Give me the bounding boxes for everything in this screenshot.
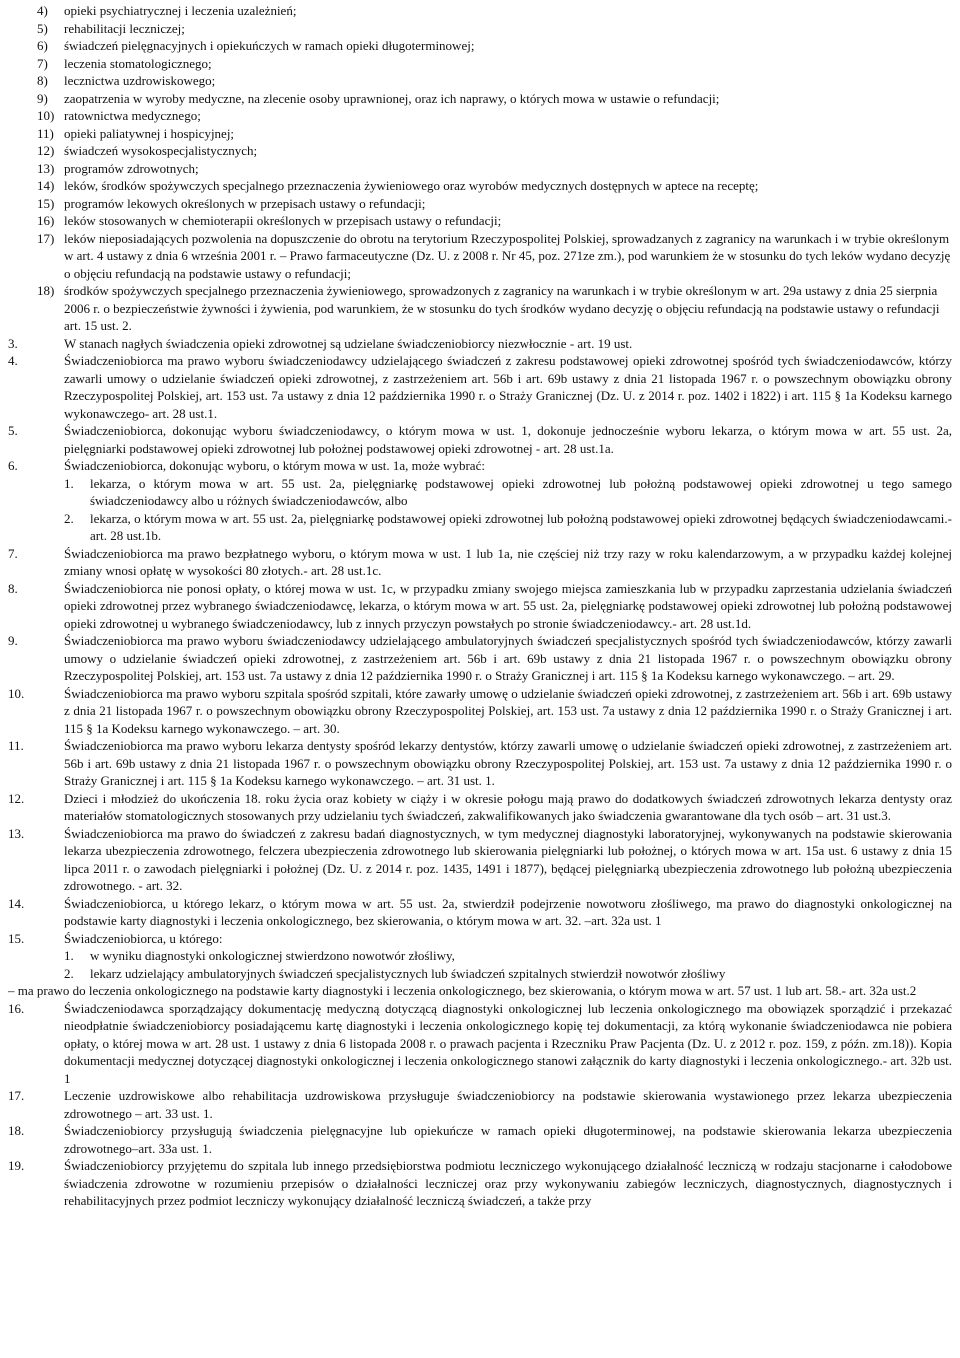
item-text: ratownictwa medycznego; — [64, 108, 201, 123]
item-number: 19. — [8, 1158, 25, 1173]
rights-list-item — [8, 580, 952, 633]
item-number: 11. — [8, 738, 24, 753]
item-number: 15. — [8, 930, 25, 946]
rights-list-item — [8, 737, 952, 790]
refund-list-item — [8, 2, 952, 20]
rights-list-b — [8, 545, 952, 948]
item-text: środków spożywczych specjalnego przeznaczenia żywieniowego, sprowadzonych z zagranicy na warunkach i w trybie określonym w art. 29a ustawy z dnia 25 sierpnia 2006 r. o bezpieczeństwie żywności i żywienia, pod warunkiem, że w stosunku do tych środków wydano decyzję o objęciu refundacją na podstawie ustawy o refundacji art. 15 ust. 2. — [64, 283, 940, 333]
item-text: w wyniku diagnostyki onkologicznej stwierdzono nowotwór złośliwy, — [90, 948, 455, 963]
item-text: Świadczeniobiorcy przyjętemu do szpitala lub innego przedsiębiorstwa podmiotu leczniczego wykonującego działalność leczniczą w rodzaju stacjonarne i całodobowe świadczenia zdrowotne w rozumieniu przepisów o działalności leczniczej oraz przy wykonywaniu zabiegów leczniczych, diagnostycznych, diagnostycznych i rehabilitacyjnych przez podmiot leczniczy wykonujący działalność leczniczą świadczeń, a także przy — [64, 1158, 952, 1208]
item-text: Świadczeniobiorca ma prawo wyboru świadczeniodawcy udzielającego ambulatoryjnych świadczeń specjalistycznych spośród tych świadczeniodawców, którzy zawarli umowy o udzielanie świadczeń opieki zdrowotnej, z zastrzeżeniem art. 56b i art. 69b ustawy z dnia 21 listopada 1967 r. o powszechnym obowiązku obrony Rzeczypospolitej Polskiej, art. 153 ust. 7a ustawy z dnia 12 października 1990 r. o Straży Granicznej i art. 115 § 1a Kodeksu karnego wykonawczego. – art. 29. — [64, 633, 952, 683]
item-number: 4) — [37, 3, 48, 18]
item-text: programów zdrowotnych; — [64, 160, 199, 176]
item-text: Dzieci i młodzież do ukończenia 18. roku życia oraz kobiety w ciąży i w okresie połogu mają prawo do dodatkowych świadczeń zdrowotnych lekarza dentysty oraz materiałów stomatologicznych stosowanych przy udzielaniu tych świadczeń, zakwalifikowanych jako świadczenia gwarantowane dla tych osób – art. 31 ust.3. — [64, 790, 952, 823]
rights-list-item — [8, 352, 952, 422]
rights-list-item — [8, 632, 952, 685]
refund-list-item — [8, 212, 952, 230]
item-text: Świadczeniobiorca, dokonując wyboru, o którym mowa w ust. 1a, może wybrać: — [64, 458, 485, 473]
refund-list-item — [8, 160, 952, 178]
item-text: Świadczeniodawca sporządzający dokumentację medyczną dotyczącą diagnostyki onkologicznej lub leczenia onkologicznego ma obowiązek sporządzić i przekazać nieodpłatnie świadczeniobiorcy posiadającemu kartę diagnostyki i leczenia onkologicznego kopię tej dokumentacji, za którą wykonanie świadczeniodawca nie pobiera opłaty, o której mowa w art. 28 ust. 1 ustawy z dnia 6 listopada 2008 r. o prawach pacjenta i Rzeczniku Praw Pacjenta (Dz. U. z 2012 r. poz. 159, z późn. zm.18)). Kopia dokumentacji medycznej dotyczącej diagnostyki onkologicznej i leczenia onkologicznego stanowi załącznik do karty diagnostyki i leczenia onkologicznego.- art. 32b ust. 1 — [64, 1000, 952, 1086]
rights-list-item — [8, 1087, 952, 1122]
item-number: 12. — [8, 790, 25, 806]
item-text: Świadczeniobiorcy przysługują świadczenia pielęgnacyjne lub opiekuńcze w ramach opieki długoterminowej, na podstawie skierowania lekarza ubezpieczenia zdrowotnego–art. 33a ust. 1. — [64, 1123, 952, 1156]
rights-list-item — [8, 825, 952, 895]
item-text: leków stosowanych w chemioterapii określonych w przepisach ustawy o refundacji; — [64, 213, 502, 228]
item-text: lekarza, o którym mowa w art. 55 ust. 2a, pielęgniarkę podstawowej opieki zdrowotnej lub położną podstawowej opieki zdrowotnej będących świadczeniodawcami.- art. 28 ust.1b. — [90, 510, 952, 543]
item-text: Świadczeniobiorca ma prawo wyboru lekarza dentysty spośród lekarzy dentystów, którzy zawarli umowę o udzielanie świadczeń opieki zdrowotnej, z zastrzeżeniem art. 56b i art. 69b ustawy z dnia 21 listopada 1967 r. o powszechnym obowiązku obrony Rzeczypospolitej Polskiej, art. 153 ust. 7a ustawy z dnia 12 października 1990 r. o Straży Granicznej i art. 115 § 1a Kodeksu karnego wykonawczego. – art. 31 ust. 1. — [64, 738, 952, 788]
item-number: 2. — [64, 965, 74, 981]
refund-list-item — [8, 107, 952, 125]
refund-list-item — [8, 230, 952, 283]
rights-list-item — [8, 895, 952, 930]
refund-list-item — [8, 195, 952, 213]
item-text: opieki psychiatrycznej i leczenia uzależnień; — [64, 3, 297, 18]
rights-list-item — [8, 1157, 952, 1210]
item-number: 8. — [8, 580, 18, 596]
item-text: świadczeń wysokospecjalistycznych; — [64, 143, 258, 158]
subitem — [64, 947, 952, 965]
item-number: 16) — [37, 213, 55, 228]
refund-list-item — [8, 55, 952, 73]
refund-list-item — [8, 20, 952, 38]
item-number: 14) — [37, 178, 55, 193]
item-text: Leczenie uzdrowiskowe albo rehabilitacja uzdrowiskowa przysługuje świadczeniobiorcy na podstawie skierowania wystawionego przez lekarza ubezpieczenia zdrowotnego – art. 33 ust. 1. — [64, 1088, 952, 1121]
subitem — [64, 965, 952, 983]
subitem — [64, 510, 952, 545]
item-text: Świadczeniobiorca, u którego: — [64, 930, 223, 946]
item-text: Świadczeniobiorca ma prawo bezpłatnego wyboru, o którym mowa w ust. 1 lub 1a, nie częściej niż trzy razy w roku kalendarzowym, a w przypadku każdej kolejnej zmiany wnosi opłatę w wysokości 80 złotych.- art. 28 ust.1c. — [64, 545, 952, 578]
item-number: 9. — [8, 633, 18, 648]
item-text: lekarza, o którym mowa w art. 55 ust. 2a, pielęgniarkę podstawowej opieki zdrowotnej lub położną podstawowej opieki zdrowotnej u tego samego świadczeniodawcy albo u różnych świadczeniodawców, albo — [90, 475, 952, 508]
refund-list-item — [8, 125, 952, 143]
item-number: 12) — [37, 143, 55, 158]
item-text: W stanach nagłych świadczenia opieki zdrowotnej są udzielane świadczeniobiorcy niezwłocznie - art. 19 ust. — [64, 335, 633, 351]
item-number: 1. — [64, 948, 74, 963]
item-number: 15) — [37, 195, 55, 211]
item-text: Świadczeniobiorca ma prawo wyboru świadczeniodawcy udzielającego świadczeń z zakresu podstawowej opieki zdrowotnej spośród tych świadczeniodawców, którzy zawarli umowy o udzielanie świadczeń opieki zdrowotnej, z zastrzeżeniem art. 56b i art. 69b ustawy z dnia 21 listopada 1967 r. o powszechnym obowiązku obrony Rzeczypospolitej Polskiej, art. 153 ust. 7a ustawy z dnia 12 października 1990 r. o Straży Granicznej (Dz. U. z 2014 r. poz. 1402 i 1822) i art. 115 § 1a Kodeksu karnego wykonawczego- art. 28 ust.1. — [64, 353, 952, 421]
item-text: leków nieposiadających pozwolenia na dopuszczenie do obrotu na terytorium Rzeczypospolitej Polskiej, sprowadzanych z zagranicy na warunkach i w trybie określonym w art. 4 ustawy z dnia 6 września 2001 r. – Prawo farmaceutyczne (Dz. U. z 2008 r. Nr 45, poz. 271ze zm.), pod warunkiem że w stosunku do tych leków wydano decyzję o objęciu refundacją na podstawie ustawy o refundacji; — [64, 230, 951, 281]
item-number: 11) — [37, 125, 54, 141]
item-text: Świadczeniobiorca ma prawo wyboru szpitala spośród szpitali, które zawarły umowę o udzielanie świadczeń opieki zdrowotnej, z zastrzeżeniem art. 56b i art. 69b ustawy z dnia 21 listopada 1967 r. o powszechnym obowiązku obrony Rzeczypospolitej Polskiej, art. 153 ust. 7a ustawy z dnia 12 października 1990 r. o Straży Granicznej i art. 115 § 1a Kodeksu karnego wykonawczego. – art. 30. — [64, 685, 952, 736]
item-number: 4. — [8, 353, 18, 368]
rights-list-a — [8, 335, 952, 475]
refund-list-item — [8, 177, 952, 195]
refund-list-item — [8, 282, 952, 335]
item-number: 8) — [37, 73, 48, 88]
rights-list-item — [8, 685, 952, 738]
item-15-sublist — [8, 947, 952, 982]
item-number: 5) — [37, 20, 48, 36]
item-text: świadczeń pielęgnacyjnych i opiekuńczych w ramach opieki długoterminowej; — [64, 38, 475, 53]
item-number: 9) — [37, 90, 48, 106]
item-number: 10) — [37, 108, 55, 123]
item-text: leczenia stomatologicznego; — [64, 55, 212, 71]
rights-list-item — [8, 457, 952, 475]
rights-list-item — [8, 422, 952, 457]
rights-list-item — [8, 1000, 952, 1088]
item-text: lekarz udzielający ambulatoryjnych świadczeń specjalistycznych lub świadczeń szpitalnych stwierdził nowotwór złośliwy — [90, 965, 726, 981]
item-number: 14. — [8, 895, 25, 911]
item-number: 13. — [8, 825, 25, 841]
item-number: 1. — [64, 475, 74, 491]
item-number: 2. — [64, 510, 74, 526]
item-number: 17) — [37, 230, 55, 246]
item-text: leków, środków spożywczych specjalnego przeznaczenia żywieniowego oraz wyrobów medycznych dostępnych w aptece na receptę; — [64, 178, 759, 193]
refund-list-item — [8, 90, 952, 108]
item-number: 18) — [37, 283, 55, 298]
item-text: programów lekowych określonych w przepisach ustawy o refundacji; — [64, 195, 426, 211]
rights-list-item — [8, 335, 952, 353]
item-number: 17. — [8, 1088, 25, 1103]
item-number: 10. — [8, 685, 25, 701]
item-text: Świadczeniobiorca nie ponosi opłaty, o której mowa w ust. 1c, w przypadku zmiany swojego miejsca zamieszkania lub w przypadku zaprzestania udzielania świadczeń opieki zdrowotnej przez wybranego świadczeniodawcę, lekarza, o którym mowa w art. 55 ust. 2a, pielęgniarkę podstawowej opieki zdrowotnej lub położną podstawowej opieki zdrowotnej u wybranego świadczeniodawcy, lub z innych przyczyn powstałych po stronie świadczeniodawcy.- art. 28 ust.1d. — [64, 580, 952, 631]
rights-list-item — [8, 930, 952, 948]
item-number: 6. — [8, 458, 18, 473]
item-number: 7) — [37, 55, 48, 71]
item-text: Świadczeniobiorca, u którego lekarz, o którym mowa w art. 55 ust. 2a, stwierdził podejrzenie nowotworu złośliwego, ma prawo do diagnostyki onkologicznej na podstawie karty diagnostyki i leczenia onkologicznego, bez skierowania, o którym mowa w art. 32. –art. 32a ust. 1 — [64, 895, 952, 928]
item-text: opieki paliatywnej i hospicyjnej; — [64, 125, 235, 141]
subitem — [64, 475, 952, 510]
item-text: Świadczeniobiorca ma prawo do świadczeń z zakresu badań diagnostycznych, w tym medycznej diagnostyki laboratoryjnej, wykonywanych na podstawie skierowania lekarza ubezpieczenia zdrowotnego, felczera ubezpieczenia zdrowotnego lub skierowania pielęgniarki lub położnej, o których mowa w art. 15a ust. 6 ustawy z dnia 15 lipca 2011 r. o zawodach pielęgniarki i położnej (Dz. U. z 2014 r. poz. 1435, 1491 i 1877), będącej pielęgniarką ubezpieczenia zdrowotnego lub położną ubezpieczenia zdrowotnego. - art. 32. — [64, 825, 952, 893]
item-number: 6) — [37, 38, 48, 53]
refund-sub-list — [8, 2, 952, 335]
item-text: Świadczeniobiorca, dokonując wyboru świadczeniodawcy, o którym mowa w ust. 1, dokonuje jednocześnie wyboru lekarza, o którym mowa w art. 55 ust. 2a, pielęgniarki podstawowej opieki zdrowotnej lub położnej podstawowej opieki zdrowotnej - art. 28 ust.1a. — [64, 423, 952, 456]
item-number: 16. — [8, 1000, 25, 1016]
refund-list-item — [8, 142, 952, 160]
item-number: 7. — [8, 545, 18, 561]
rights-list-item — [8, 545, 952, 580]
refund-list-item — [8, 72, 952, 90]
item-text: lecznictwa uzdrowiskowego; — [64, 73, 216, 88]
item-number: 3. — [8, 335, 18, 351]
item-number: 18. — [8, 1123, 25, 1138]
item-number: 5. — [8, 423, 18, 438]
item-number: 13) — [37, 160, 55, 176]
item-text: zaopatrzenia w wyroby medyczne, na zlecenie osoby uprawnionej, oraz ich naprawy, o których mowa w ustawie o refundacji; — [64, 90, 720, 106]
refund-list-item — [8, 37, 952, 55]
rights-list-item — [8, 790, 952, 825]
item-text: rehabilitacji leczniczej; — [64, 20, 185, 36]
item-6-sublist — [8, 475, 952, 545]
rights-list-c — [8, 1000, 952, 1210]
rights-list-item — [8, 1122, 952, 1157]
item-15-continuation: – ma prawo do leczenia onkologicznego na podstawie karty diagnostyki i leczenia onkologicznego, bez skierowania, o którym mowa w art. 57 ust. 1 lub art. 58.- art. 32a ust.2 — [8, 983, 917, 998]
